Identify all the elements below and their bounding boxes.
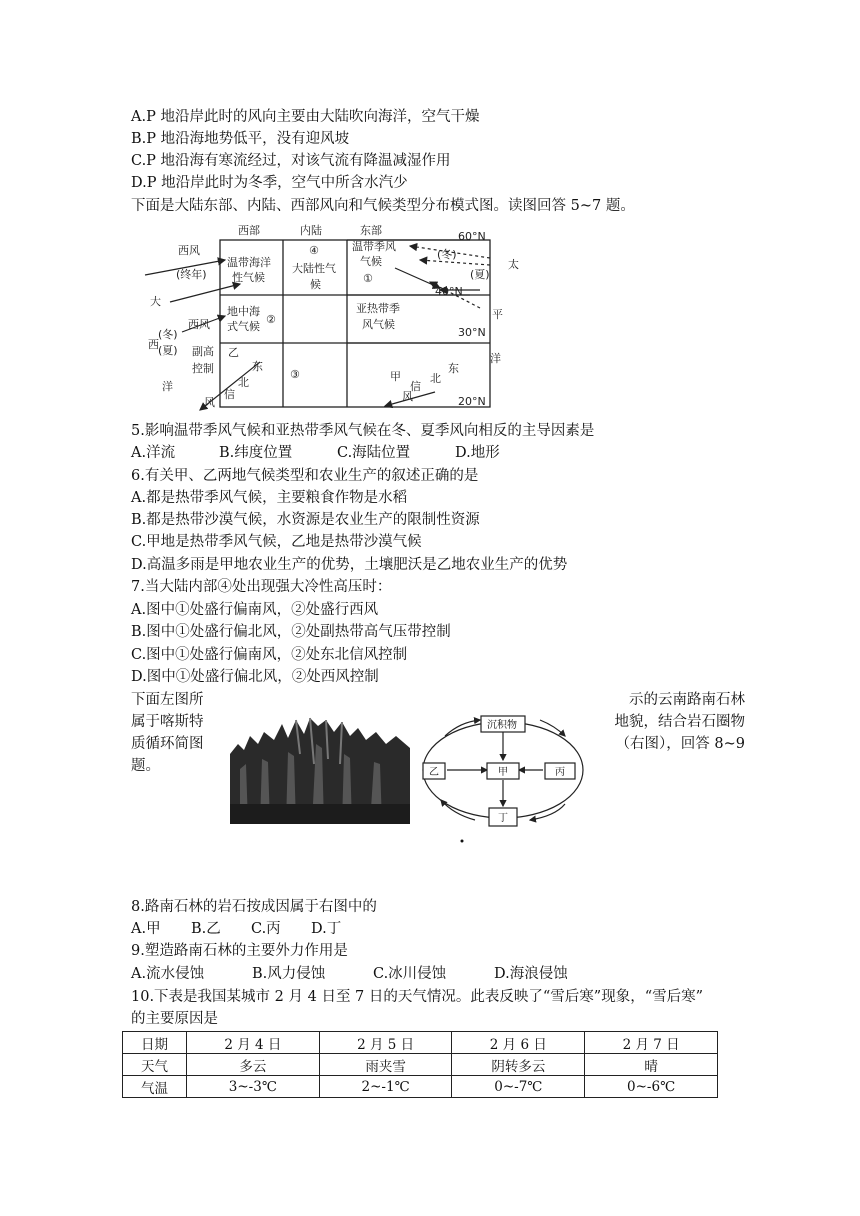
- q4-option-c: C.P 地沿海有寒流经过，对该气流有降温减湿作用: [131, 153, 451, 169]
- climate-wind-diagram: [140, 220, 520, 415]
- table-cell: 0~-7℃: [452, 1076, 585, 1098]
- west-xifeng: 西风: [188, 318, 210, 331]
- arrow-westerly-2: [170, 284, 240, 302]
- q9-options: [131, 964, 568, 984]
- table-row: [123, 1032, 718, 1054]
- circle-2: ②: [266, 313, 276, 326]
- climate-mediterranean-2: 式气候: [227, 320, 260, 333]
- east-trade-3: 信: [410, 380, 421, 393]
- table-cell: 天气: [123, 1054, 187, 1076]
- west-feng: 风: [204, 396, 215, 409]
- cycle-jia: 甲: [498, 767, 508, 778]
- intro-5-7: 下面是大陆东部、内陆、西部风向和气候类型分布模式图。读图回答 5~7 题。: [131, 198, 635, 214]
- q7-option-b: B.图中①处盛行偏北风，②处副热带高气压带控制: [131, 624, 451, 640]
- q7-option-d: D.图中①处盛行偏北风，②处西风控制: [131, 669, 379, 685]
- table-cell: 2 月 4 日: [187, 1032, 320, 1054]
- lat-30: 30°N: [458, 326, 486, 339]
- table-cell: 雨夹雪: [319, 1054, 452, 1076]
- q4-option-a: A.P 地沿岸此时的风向主要由大陆吹向海洋，空气干燥: [131, 109, 480, 125]
- table-cell: 2~-1℃: [319, 1076, 452, 1098]
- intro-8-9-right-3: （右图），回答 8~9: [615, 736, 745, 752]
- weather-table: [122, 1031, 718, 1098]
- east-feng: 风: [402, 390, 413, 403]
- q5-option-a: A.洋流: [131, 445, 176, 461]
- intro-8-9-left-1: 下面左图所: [131, 692, 204, 708]
- west-westerly: 西风: [178, 244, 200, 257]
- q10-stem-1: 10.下表是我国某城市 2 月 4 日至 7 日的天气情况。此表反映了“雪后寒”现象，“雪后寒”: [131, 989, 704, 1005]
- cycle-ding: 丁: [498, 813, 508, 824]
- intro-8-9-left-2: 属于喀斯特: [131, 714, 204, 730]
- q8-option-b: B.乙: [191, 921, 221, 937]
- west-da: 大: [150, 295, 161, 308]
- q6-option-a: A.都是热带季风气候，主要粮食作物是水稻: [131, 490, 408, 506]
- intro-8-9-left-4: 题。: [131, 758, 160, 774]
- q4-option-d: D.P 地沿岸此时为冬季，空气中所含水汽少: [131, 175, 408, 191]
- climate-temperate-monsoon-1: 温带季风: [352, 240, 396, 253]
- table-cell: 2 月 7 日: [585, 1032, 718, 1054]
- table-cell: 0~-6℃: [585, 1076, 718, 1098]
- climate-continental-2: 候: [310, 278, 321, 291]
- table-row: [123, 1054, 718, 1076]
- table-cell: 2 月 6 日: [452, 1032, 585, 1054]
- col-header-west: 西部: [238, 224, 260, 237]
- west-yang: 洋: [162, 380, 173, 393]
- table-cell: 2 月 5 日: [319, 1032, 452, 1054]
- col-header-inland: 内陆: [300, 224, 322, 237]
- climate-temperate-maritime-2: 性气候: [232, 271, 265, 284]
- east-tai: 太: [508, 258, 519, 271]
- q7-option-a: A.图中①处盛行偏南风，②处盛行西风: [131, 602, 379, 618]
- west-subtropical-high-2: 控制: [192, 362, 214, 375]
- west-winter: (冬): [158, 328, 178, 341]
- intro-8-9-right-1: 示的云南路南石林: [629, 692, 745, 708]
- label-jia: 甲: [390, 370, 401, 383]
- q4-option-b: B.P 地沿海地势低平，没有迎风坡: [131, 131, 350, 147]
- climate-subtropical-monsoon-2: 风气候: [362, 318, 395, 331]
- q10-stem-2: 的主要原因是: [131, 1011, 218, 1027]
- table-cell: 气温: [123, 1076, 187, 1098]
- east-trade-2: 北: [430, 372, 441, 385]
- q9-option-c: C.冰川侵蚀: [373, 966, 447, 982]
- west-all-year: (终年): [176, 268, 207, 281]
- stone-forest-photo: [230, 714, 410, 824]
- q9-option-d: D.海浪侵蚀: [494, 966, 568, 982]
- climate-continental-1: 大陆性气: [292, 262, 336, 275]
- west-trade-3: 信: [224, 388, 235, 401]
- table-cell: 3~-3℃: [187, 1076, 320, 1098]
- q5-option-c: C.海陆位置: [337, 445, 411, 461]
- west-trade-1: 东: [252, 360, 263, 373]
- q6-option-b: B.都是热带沙漠气候，水资源是农业生产的限制性资源: [131, 512, 480, 528]
- q8-stem: 8.路南石林的岩石按成因属于右图中的: [131, 899, 377, 915]
- q9-option-a: A.流水侵蚀: [131, 966, 205, 982]
- q5-options: [131, 443, 500, 463]
- label-yi: 乙: [228, 346, 239, 359]
- east-yang: 洋: [490, 352, 501, 365]
- west-summer: (夏): [158, 344, 178, 357]
- climate-temperate-monsoon-2: 气候: [360, 255, 382, 268]
- table-cell: 日期: [123, 1032, 187, 1054]
- west-subtropical-high-1: 副高: [192, 345, 214, 358]
- q6-stem: 6.有关甲、乙两地气候类型和农业生产的叙述正确的是: [131, 468, 479, 484]
- east-winter: (冬): [437, 248, 457, 261]
- cycle-sediment: 沉积物: [487, 720, 517, 731]
- q9-stem: 9.塑造路南石林的主要外力作用是: [131, 943, 348, 959]
- climate-mediterranean-1: 地中海: [227, 305, 260, 318]
- q6-option-d: D.高温多雨是甲地农业生产的优势，土壤肥沃是乙地农业生产的优势: [131, 557, 568, 573]
- lat-40: 40°N: [435, 285, 463, 298]
- climate-temperate-maritime-1: 温带海洋: [227, 256, 271, 269]
- intro-8-9-left-3: 质循环简图: [131, 736, 204, 752]
- q8-option-a: A.甲: [131, 921, 161, 937]
- arrow-east-1: [395, 268, 440, 288]
- table-row: [123, 1076, 718, 1098]
- q8-option-c: C.丙: [251, 921, 281, 937]
- table-cell: 晴: [585, 1054, 718, 1076]
- circle-3: ③: [290, 368, 300, 381]
- q5-stem: 5.影响温带季风气候和亚热带季风气候在冬、夏季风向相反的主导因素是: [131, 423, 595, 439]
- q7-option-c: C.图中①处盛行偏南风，②处东北信风控制: [131, 647, 408, 663]
- table-cell: 阴转多云: [452, 1054, 585, 1076]
- east-summer: (夏): [470, 268, 490, 281]
- circle-1: ①: [363, 272, 373, 285]
- lat-20: 20°N: [458, 395, 486, 408]
- q5-option-b: B.纬度位置: [219, 445, 293, 461]
- q8-options: [131, 919, 341, 939]
- circle-4: ④: [309, 244, 319, 257]
- intro-8-9-right-2: 地貌，结合岩石圈物: [614, 714, 745, 730]
- cycle-bing: 丙: [555, 767, 565, 778]
- west-xi: 西: [148, 338, 159, 351]
- rock-cycle-diagram: [415, 708, 590, 843]
- q9-option-b: B.风力侵蚀: [252, 966, 326, 982]
- q6-option-c: C.甲地是热带季风气候，乙地是热带沙漠气候: [131, 534, 422, 550]
- q8-option-d: D.丁: [311, 921, 342, 937]
- q7-stem: 7.当大陆内部④处出现强大冷性高压时：: [131, 579, 392, 595]
- col-header-east: 东部: [360, 224, 382, 237]
- table-cell: 多云: [187, 1054, 320, 1076]
- climate-subtropical-monsoon-1: 亚热带季: [356, 302, 400, 315]
- east-ping: 平: [492, 308, 503, 321]
- east-trade-1: 东: [448, 362, 459, 375]
- q5-option-d: D.地形: [455, 445, 500, 461]
- west-trade-2: 北: [238, 376, 249, 389]
- cycle-yi: 乙: [429, 767, 439, 778]
- lat-60: 60°N: [458, 230, 486, 243]
